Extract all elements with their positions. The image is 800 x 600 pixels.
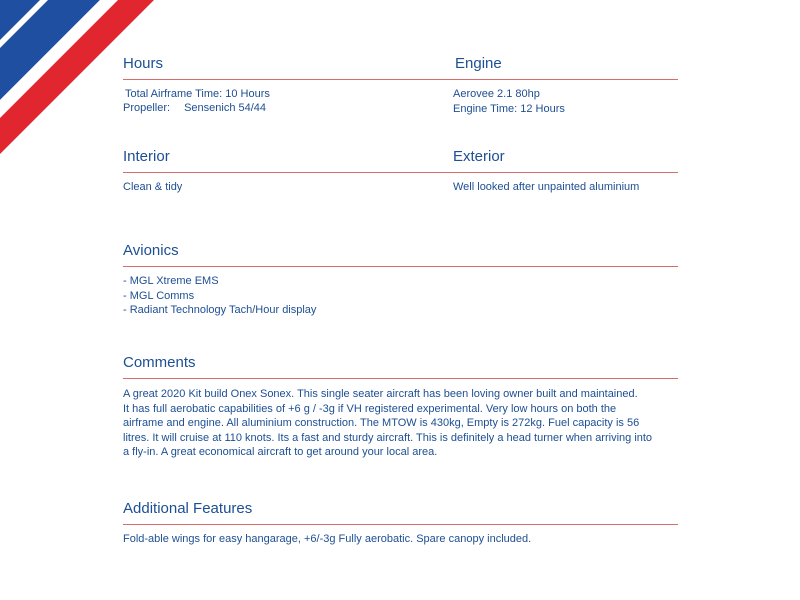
engine-divider	[448, 79, 678, 80]
avionics-heading: Avionics	[123, 242, 179, 259]
engine-model: Aerovee 2.1 80hp	[453, 88, 540, 100]
exterior-heading: Exterior	[453, 148, 505, 165]
engine-heading: Engine	[455, 55, 502, 72]
additional-features-heading: Additional Features	[123, 500, 253, 517]
exterior-divider	[448, 172, 678, 173]
interior-heading: Interior	[123, 148, 170, 165]
hours-divider	[123, 79, 448, 80]
propeller-value: Sensenich 54/44	[184, 102, 267, 114]
additional-features-divider	[123, 524, 678, 525]
interior-text: Clean & tidy	[123, 181, 183, 193]
interior-divider	[123, 172, 448, 173]
hours-heading: Hours	[123, 55, 164, 72]
avionics-divider	[123, 266, 678, 267]
comments-line: a fly-in. A great economical aircraft to get around your local area.	[123, 446, 438, 458]
corner-stripes-decoration	[0, 0, 160, 160]
comments-line: A great 2020 Kit build Onex Sonex. This single seater aircraft has been loving owner built and maintained.	[123, 388, 638, 400]
comments-line: litres. It will cruise at 110 knots. Its a fast and sturdy aircraft. This is definitely a head turner when arriving into	[123, 431, 653, 444]
engine-details	[453, 87, 565, 116]
engine-time: Engine Time: 12 Hours	[453, 102, 565, 115]
avionics-item: - Radiant Technology Tach/Hour display	[123, 304, 317, 316]
hours-details	[125, 87, 270, 102]
exterior-text: Well looked after unpainted aluminium	[453, 181, 640, 193]
avionics-item: - MGL Xtreme EMS	[123, 275, 219, 287]
comments-heading: Comments	[123, 354, 196, 371]
avionics-item: - MGL Comms	[123, 289, 195, 302]
comments-line: airframe and engine. All aluminium construction. The MTOW is 430kg, Empty is 272kg. Fuel capacity is 56	[123, 417, 640, 429]
propeller-label: Propeller:	[123, 102, 171, 114]
airframe-time: Total Airframe Time: 10 Hours	[125, 88, 270, 100]
comments-divider	[123, 378, 678, 379]
avionics-list	[123, 274, 316, 318]
comments-paragraph	[123, 387, 652, 460]
additional-features-text: Fold-able wings for easy hangarage, +6/-3g Fully aerobatic. Spare canopy included.	[123, 533, 532, 545]
comments-line: It has full aerobatic capabilities of +6 g / -3g if VH registered experimental. Very low hours on both the	[123, 402, 617, 415]
propeller-row	[123, 101, 266, 116]
